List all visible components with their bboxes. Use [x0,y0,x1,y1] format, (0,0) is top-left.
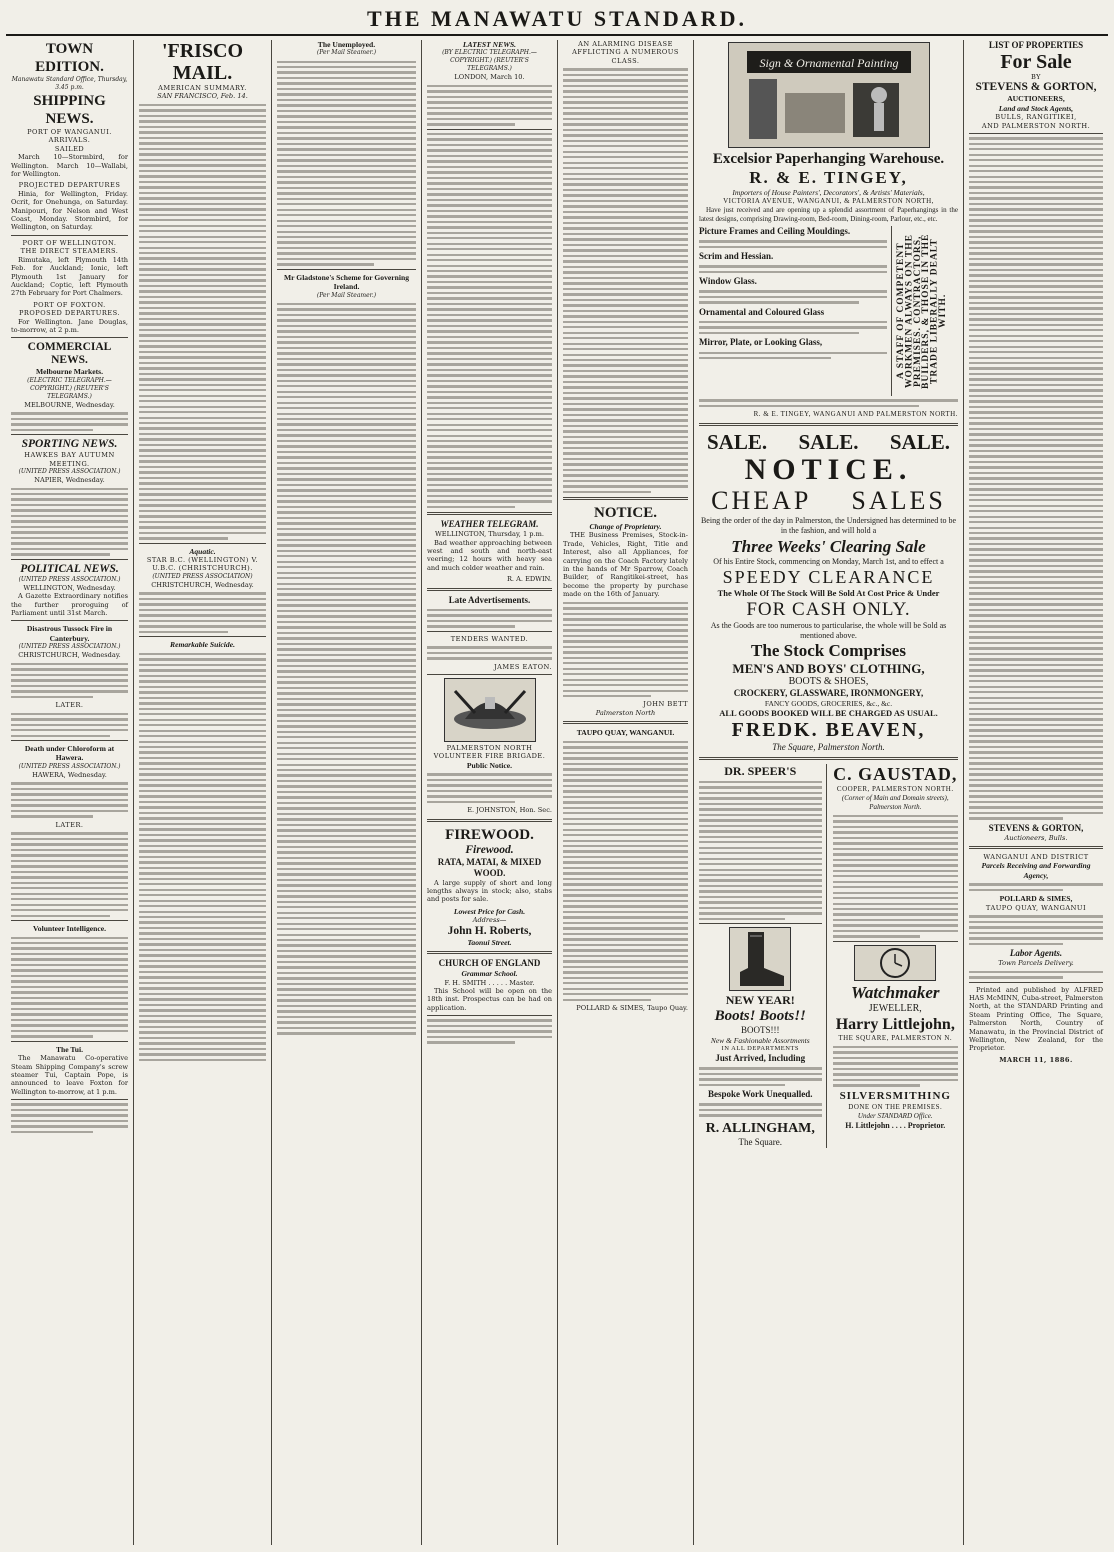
melbourne-markets: Melbourne Markets. [35,367,104,377]
lower-left [699,764,827,1148]
column-3 [272,40,422,1545]
new-year: NEW YEAR! [725,993,795,1008]
sf-dateline: SAN FRANCISCO, Feb. 14. [157,92,248,101]
fire-brigade-illustration [444,678,536,742]
tingey-body [699,226,958,396]
chloroform-assoc: (UNITED PRESS ASSOCIATION.) [18,762,121,770]
tingey-items [699,226,887,396]
late-ads-heading: Late Advertisements. [448,594,531,605]
political-place: WELLINGTON, Wednesday. [23,583,116,592]
littlejohn-address: THE SQUARE, PALMERSTON N. [838,1033,953,1042]
tussock-place: CHRISTCHURCH, Wednesday. [18,651,121,660]
james-eaton: JAMES EATON. [493,662,552,671]
tussock-assoc: (UNITED PRESS ASSOCIATION.) [18,643,121,651]
beaven-square: The Square, Palmerston North. [772,741,885,752]
mirror-glass: Mirror, Plate, or Looking Glass, [699,337,823,348]
sailed-text: March 10—Stormbird, for Wellington. March 10—Wallabi, for Wellington. [11,153,128,179]
gaustad-cooper: COOPER, PALMERSTON NORTH. [836,784,954,793]
arrivals: ARRIVALS. [48,136,91,145]
church-heading: CHURCH OF ENGLAND [438,958,541,969]
column-4 [422,40,558,1545]
tui-text: The Manawatu Co-operative Steam Shipping Company's screw steamer Tui, Captain Pope, is announced to leave Foxton for Wellington to-morrow, at 1 p.m. [11,1054,128,1096]
wanganui-district: WANGANUI AND DISTRICT [983,853,1089,862]
land-stock-agents: Land and Stock Agents, [998,103,1074,113]
crockery: CROCKERY, GLASSWARE, IRONMONGERY, [733,687,924,698]
property-list [969,137,1103,819]
edition-subline: Manawatu Standard Office, Thursday, 3.45 p.m. [11,76,128,91]
boots-big: Boots! Boots!! [714,1008,806,1025]
speedy-clearance: SPEEDY CLEARANCE [722,566,935,587]
littlejohn-proprietor: H. Littlejohn . . . . Proprietor. [845,1120,946,1130]
boot-icon [730,928,790,990]
watch-illustration [854,945,936,981]
column-2 [134,40,272,1545]
cheap-sales [699,486,958,516]
whole-stock: The Whole Of The Stock Will Be Sold At Cost Price & Under [717,587,940,598]
weather-heading: WEATHER TELEGRAM. [440,519,539,530]
lower-right [831,764,958,1148]
fancy-goods: FANCY GOODS, GROCERIES, &c., &c. [764,698,893,708]
london-dateline: LONDON, March 10. [454,73,525,82]
fire-helmet-icon [445,679,535,741]
weather-place: WELLINGTON, Thursday, 1 p.m. [435,530,544,539]
by-label: BY [1030,73,1042,81]
public-notice: Public Notice. [466,760,513,770]
tingey-sub: Importers of House Painters', Decorators', & Artists' Materials, [732,188,925,197]
jeweller: JEWELLER, [868,1002,922,1014]
gaustad-name: C. GAUSTAD, [833,763,958,784]
frisco-body [139,104,266,540]
masthead: THE MANAWATU STANDARD. [367,6,747,31]
new-fashionable: New & Fashionable Assortments [710,1036,810,1046]
port-wellington: PORT OF WELLINGTON. [22,238,117,247]
sporting-heading: SPORTING NEWS. [21,438,118,451]
taupo-quay: TAUPO QUAY, WANGANUI [985,903,1087,912]
sporting-assoc: (UNITED PRESS ASSOCIATION.) [18,468,121,475]
three-weeks: Three Weeks' Clearing Sale [731,536,926,556]
gaustad-corner: (Corner of Main and Domain streets), [841,793,949,802]
picture-frames: Picture Frames and Ceiling Mouldings. [699,226,851,237]
columns [6,40,1108,1545]
political-text: A Gazette Extraordinary notifies the further proroguing of Parliament until 31st March. [11,592,128,618]
smith-text: This School will be open on the 18th inst. Prospectus can be had on application. [427,986,552,1012]
done-premises: DONE ON THE PREMISES. [848,1102,943,1111]
weather-text: Bad weather approaching between west and south and north-east veering; 12 hours with heavy sea and much colder weather and rain. [427,538,552,572]
sale-word-2: SALE. [798,429,859,454]
unemployed-sub: (Per Mail Steamer.) [316,49,377,57]
change-proprietary: Change of Proprietary. [589,522,662,531]
hawera-place: HAWERA, Wednesday. [32,770,107,779]
mens-clothing: MEN'S AND BOYS' CLOTHING, [732,660,925,676]
firewood-heading: FIREWOOD. [445,826,534,843]
roberts-name: John H. Roberts, [447,924,532,937]
stevens-gorton: STEVENS & GORTON, [975,81,1097,94]
pollard-simes: POLLARD & SIMES, [999,894,1073,904]
lowest-price: Lowest Price for Cash. [453,906,526,916]
melbourne-credit: (ELECTRIC TELEGRAPH.—COPYRIGHT.) (REUTER'S TELEGRAMS.) [27,376,112,400]
pollard-sign: POLLARD & SIMES, Taupo Quay. [576,1004,688,1013]
gaustad-corner-2: Palmerston North. [869,802,922,811]
notice-big: NOTICE. [744,452,913,486]
masthead-rule [6,34,1108,36]
boot-illustration [729,927,791,991]
latest-heading: LATEST NEWS. [462,40,517,49]
entire-text: Of his Entire Stock, commencing on Monday, March 1st, and to effect a [713,556,944,566]
parcels-agency: Parcels Receiving and Forwarding Agency, [981,861,1091,880]
being-text: Being the order of the day in Palmerston, the Undersigned has determined to be in the fashion, and will hold a [700,515,957,535]
firewood-sub: Firewood. [465,843,514,856]
tussock-later: LATER. [55,701,84,710]
taupo-heading: TAUPO QUAY, WANGANUI. [576,728,675,738]
all-goods-booked: ALL GOODS BOOKED WILL BE CHARGED AS USUAL. [719,707,938,718]
tingey-text: Have just received and are opening up a splendid assortment of Paperhangings in the latest designs, comprising Drawing-room, Bed-room, Dining-room, Parlour, etc., etc. [699,206,958,223]
under-standard: Under STANDARD Office. [857,1111,933,1120]
volunteer-heading: Volunteer Intelligence. [33,924,106,933]
auctioneers: AUCTIONEERS, [1007,94,1065,104]
allingham-name: R. ALLINGHAM, [705,1120,815,1136]
silversmithing: SILVERSMITHING [839,1089,951,1102]
rata-text: A large supply of short and long lengths always in stock; also, stabs and posts for sale. [427,878,552,904]
speer-heading: DR. SPEER'S [724,763,797,778]
tingey-heading: R. & E. TINGEY, [749,168,908,187]
sales-word: SALES [851,485,946,515]
lower-ads [699,764,958,1148]
notice-text: THE Business Premises, Stock-in-Trade, Vehicles, Right, Title and Interest, also all Appliances, for carrying on the Coach Factory lately in the hands of Mr Sparrow, Coach Builder, of Rangitikei-street, has become the property by purchase made on the 16th of January. [563,531,688,599]
tingey-address: VICTORIA AVENUE, WANGANUI, & PALMERSTON NORTH, [723,197,934,205]
melbourne-place: MELBOURNE, Wednesday. [24,400,115,409]
town-edition-heading: TOWN EDITION. [35,41,104,75]
direct-text: Rimutaka, left Plymouth 14th Feb. for Auckland; Ionic, left Plymouth 1st January for Auckland; Coptic, left Plymouth 27th February for Port Chalmers. [11,255,128,298]
rata-heading: RATA, MATAI, & MIXED WOOD. [437,856,542,878]
tui-heading: The Tui. [55,1044,84,1054]
napier-place: NAPIER, Wednesday. [34,476,105,484]
column-7 [964,40,1108,1545]
aquatic-heading: Aquatic. [189,546,216,556]
sale-row [699,430,958,454]
shipping-heading: SHIPPING NEWS. [33,93,106,127]
grammar-heading: Grammar School. [461,969,518,979]
sign-text: Sign & Ornamental Painting [759,56,898,70]
gladstone-body [277,303,416,1035]
chloroform-later: LATER. [55,820,84,829]
watch-icon [855,946,935,980]
suicide-heading: Remarkable Suicide. [170,640,235,650]
alarming-heading: AN ALARMING DISEASE AFFLICTING A NUMEROUS CLASS. [572,40,679,65]
projected-text: Hinia, for Wellington, Friday. Ocrit, for Onehunga, on Saturday. Manipouri, for Nelson and West Coast, Monday. Stormbird, for Wellington, on Saturday. [11,189,128,232]
johnston-sign: E. JOHNSTON, Hon. Sec. [467,806,552,815]
column-6 [694,40,964,1545]
tenders-wanted: TENDERS WANTED. [450,634,529,643]
littlejohn-name: Harry Littlejohn, [835,1015,955,1033]
proposed-departures: PROPOSED DEPARTURES. [18,309,120,318]
frisco-heading: 'FRISCO MAIL. [161,40,244,84]
goods-text: As the Goods are too numerous to particularise, the whole will be Sold as mentioned above. [710,620,947,640]
beaven-name: FREDK. BEAVEN, [731,718,926,741]
notice-heading: NOTICE. [594,505,657,521]
stock-comprises: The Stock Comprises [751,640,906,660]
gladstone-sub: (Per Mail Steamer.) [316,291,377,299]
cash-only: FOR CASH ONLY. [746,598,911,620]
just-arrived: Just Arrived, Including [715,1053,806,1064]
excelsior-heading: Excelsior Paperhanging Warehouse. [712,151,945,167]
imprint-date: MARCH 11, 1886. [999,1055,1073,1064]
cheap-word: CHEAP [711,485,812,515]
sailed: SAILED [54,144,85,153]
fire-brigade-heading: PALMERSTON NORTH VOLUNTEER FIRE BRIGADE. [433,744,546,761]
latest-credit: (BY ELECTRIC TELEGRAPH.—COPYRIGHT.) (REUTER'S TELEGRAMS.) [442,49,537,73]
political-assoc: (UNITED PRESS ASSOCIATION.) [18,575,121,583]
commercial-heading: COMMERCIAL NEWS. [27,341,112,367]
auctioneers-bulls: Auctioneers, Bulls. [1004,833,1068,842]
roberts-street: Taonui Street. [467,937,512,947]
direct-steamers: THE DIRECT STEAMERS. [20,247,119,256]
bett-sign: JOHN BETT [643,700,688,709]
bett-place: Palmerston North [595,708,656,717]
and-palmerston: AND PALMERSTON NORTH. [981,121,1091,130]
labor-agents: Labor Agents. [1009,948,1063,959]
port-foxton: PORT OF FOXTON. [33,300,106,309]
port-wanganui: PORT OF WANGANUI. [27,128,112,136]
ornamental-glass: Ornamental and Coloured Glass [699,306,825,317]
column-5 [558,40,694,1545]
hawkes-bay: HAWKES BAY AUTUMN MEETING. [24,451,115,468]
address-label: Address— [472,916,507,925]
column-1 [6,40,134,1545]
for-sale-heading: For Sale [1000,51,1072,73]
scrim-hessian: Scrim and Hessian. [699,251,774,262]
sale-word-1: SALE. [707,429,768,454]
weather-sign: R. A. EDWIN. [506,575,552,584]
star-place: CHRISTCHURCH, Wednesday. [151,580,254,589]
list-heading: LIST OF PROPERTIES [988,40,1084,50]
unemployed-heading: The Unemployed. [317,40,376,49]
political-heading: POLITICAL NEWS. [20,562,119,575]
star-heading: STAR B.C. (WELLINGTON) V. U.B.C. (CHRISTCHURCH). [146,556,259,573]
stevens-gorton-2: STEVENS & GORTON, [988,822,1084,833]
all-departments: IN ALL DEPARTMENTS [721,1045,799,1053]
tingey-sign: R. & E. TINGEY, WANGANUI AND PALMERSTON NORTH. [753,410,958,419]
star-assoc: (UNITED PRESS ASSOCIATION) [152,572,253,580]
imprint: Printed and published by ALFRED HAS McMINN, Cuba-street, Palmerston North, at the STANDARD Printing and Steam Printing Office, The Square, Palmerston North, Country of Manawatu, in the Provincial District of Wellington, New Zealand, for the Proprietor. [969,985,1103,1053]
allingham-square: The Square. [738,1136,782,1147]
painter-scene-icon [729,43,929,147]
unemployed-body [277,61,416,266]
boots-sub: BOOTS!!! [741,1025,780,1036]
proposed-text: For Wellington. Jane Douglas, to-morrow, at 2 p.m. [11,317,128,334]
tussock-heading: Disastrous Tussock Fire in Canterbury. [26,624,113,643]
smith-master: F. H. SMITH . . . . . Master. [444,978,535,987]
gladstone-heading: Mr Gladstone's Scheme for Governing Ireland. [283,272,409,292]
sale-word-3: SALE. [889,429,950,454]
projected-departures: PROJECTED DEPARTURES [18,181,121,190]
staff-text: A STAFF OF COMPETENT WORKMEN ALWAYS ON THE PREMISES. CONTRACTORS, BUILDERS, & THOSE IN THE TRADE LIBERALLY DEALT WITH. [895,233,948,389]
staff-box [891,226,952,396]
bespoke-work: Bespoke Work Unequalled. [707,1089,813,1100]
american-summary: AMERICAN SUMMARY. [158,84,247,92]
chloroform-heading: Death under Chloroform at Hawera. [24,744,115,763]
town-parcels: Town Parcels Delivery. [998,959,1074,968]
bulls-rangitikei: BULLS, RANGITIKEI, [995,113,1077,122]
window-glass: Window Glass. [699,276,757,287]
paint-shop-illustration [728,42,930,148]
watchmaker: Watchmaker [851,982,940,1002]
boots-shoes: BOOTS & SHOES, [788,675,869,687]
